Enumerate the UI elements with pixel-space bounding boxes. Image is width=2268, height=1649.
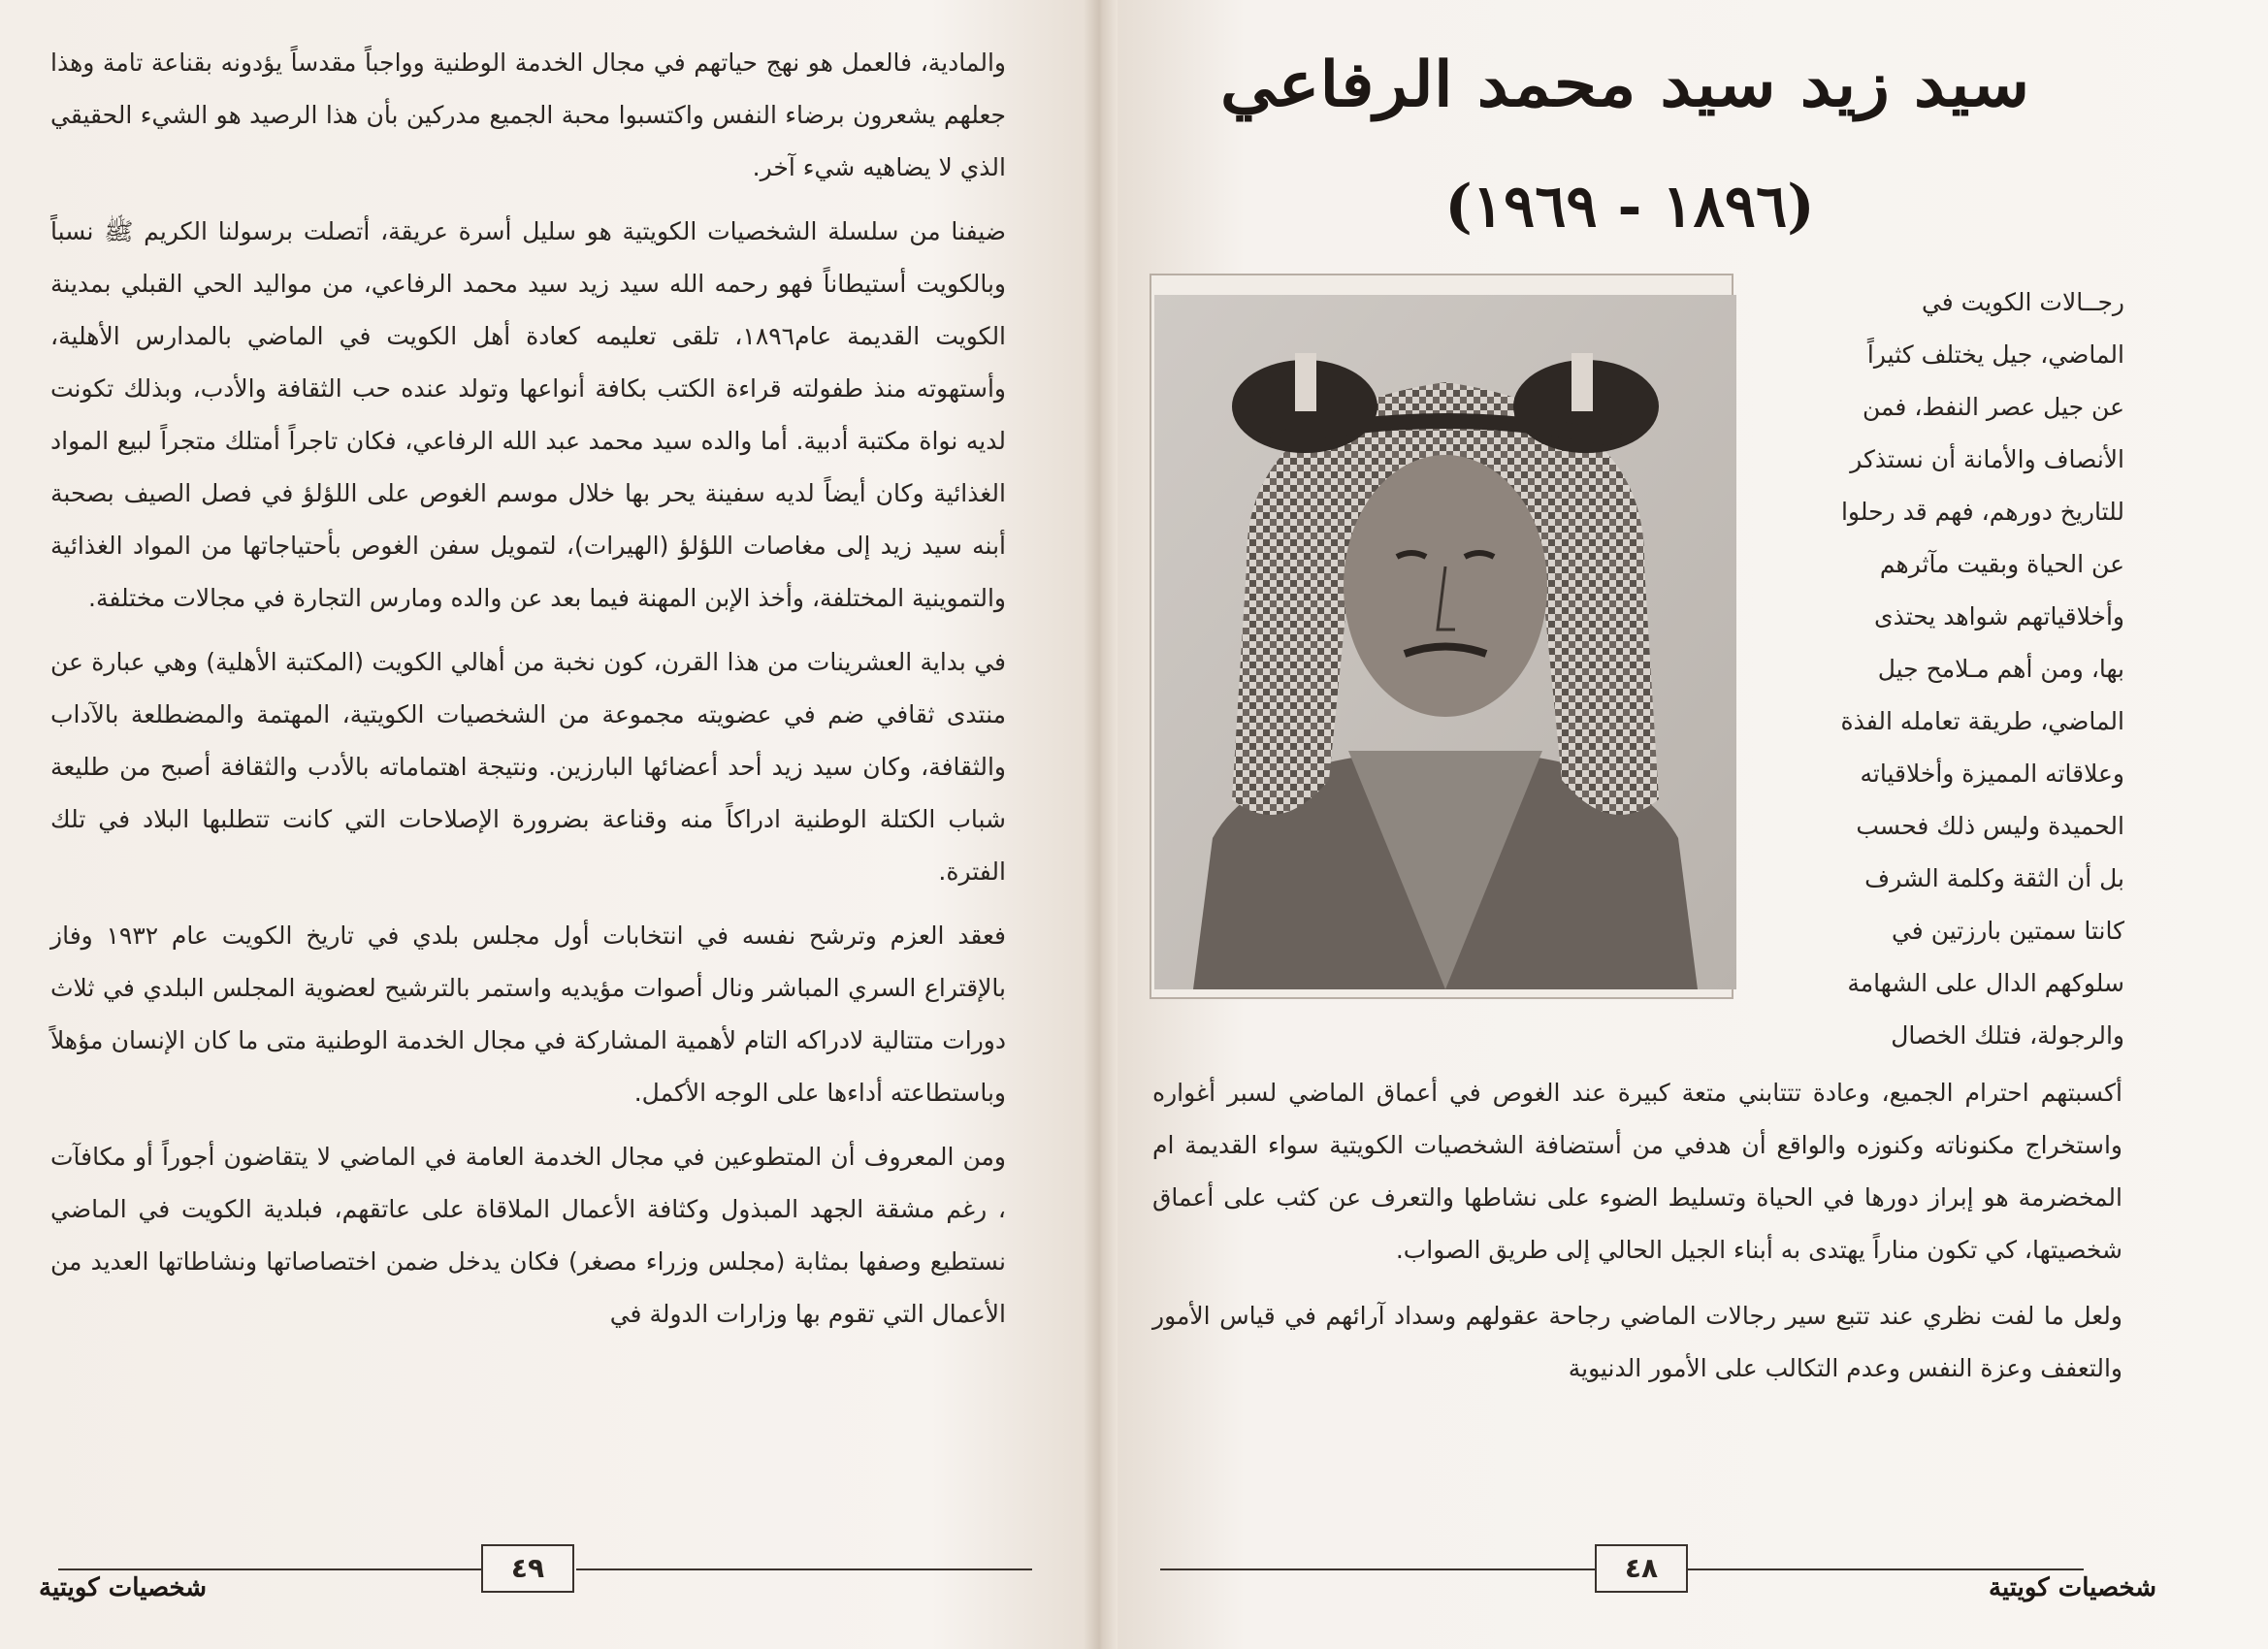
portrait-photo: [1154, 295, 1736, 989]
intro-line: الماضي، جيل يختلف كثيراً: [1866, 340, 2124, 369]
intro-line: الأنصاف والأمانة أن نستذكر: [1850, 445, 2124, 473]
footer-label-left: شخصيات كويتية: [39, 1573, 208, 1602]
intro-line: عن جيل عصر النفط، فمن: [1862, 393, 2124, 421]
footer-rule-left-inner: [576, 1568, 1032, 1570]
left-paragraph: ضيفنا من سلسلة الشخصيات الكويتية هو سليل أسرة عريقة، أتصلت برسولنا الكريم ﷺ نسباً وبالكويت أستيطاناً فهو رحمه الله سيد زيد سيد محمد الرفاعي، من مواليد الحي القبلي بمدينة الكويت القديمة عام١٨٩٦، تلقى تعليمه كعادة أهل الكويت في الماضي بالمدارس الأهلية، وأستهوته منذ طفولته قراءة الكتب بكافة أنواعها وتولد عنده حب الثقافة والأدب، وبذلك تكونت لديه نواة مكتبة أدبية. أما والده سيد محمد عبد الله الرفاعي، فكان تاجراً أمتلك متجراً لبيع المواد الغذائية وكان أيضاً لديه سفينة يحر بها خلال موسم الغوص على اللؤلؤ في فصل الصيف بصحبة أبنه سيد زيد إلى مغاصات اللؤلؤ (الهيرات)، لتمويل سفن الغوص بأحتياجاتها من المواد الغذائية والتموينية المختلفة، وأخذ الإبن المهنة فيما بعد عن والده ومارس التجارة في مجالات مختلفة.: [50, 217, 1007, 612]
intro-line: وأخلاقياتهم شواهد يحتذى: [1874, 602, 2124, 630]
right-paragraph: أكسبتهم احترام الجميع، وعادة تتتابني متعة كبيرة عند الغوص في أعماق الماضي لسبر أغواره واستخراج مكنوناته وكنوزه والواقع أن هدفي من أستضافة الشخصيات الكويتية سواء القديمة ام المخضرمة هو إبراز دورها في الحياة وتسليط الضوء على نشاطها والتعرف عن كثب على أعماق شخصيتها، كي تكون مناراً يهتدى به أبناء الجيل الحالي إلى طريق الصواب.: [1152, 1079, 2122, 1264]
intro-line: الحميدة وليس ذلك فحسب: [1856, 812, 2124, 840]
page-number-right: ٤٨: [1595, 1544, 1688, 1593]
intro-line: والرجولة، فتلك الخصال: [1891, 1021, 2124, 1050]
intro-line: بها، ومن أهم مـلامح جيل: [1877, 655, 2124, 683]
intro-line: رجــالات الكويت في: [1921, 288, 2124, 316]
page-number-left: ٤٩: [481, 1544, 574, 1593]
footer-rule-right-inner: [1160, 1568, 1595, 1570]
intro-line: عن الحياة وبقيت مآثرهم: [1879, 550, 2124, 578]
left-paragraph: ومن المعروف أن المتطوعين في مجال الخدمة العامة في الماضي لا يتقاضون أجوراً أو مكافآت ، رغم مشقة الجهد المبذول وكثافة الأعمال الملاقاة على عاتقهم، فبلدية الكويت في الماضي نستطيع وصفها بمثابة (مجلس وزراء مصغر) فكان يدخل ضمن اختصاصاتها ونشاطاتها العديد من الأعمال التي تقوم بها وزارات الدولة في: [50, 1143, 1006, 1328]
footer-label-right: شخصيات كويتية: [1989, 1573, 2157, 1602]
lifespan-years: (١٨٩٦ - ١٩٦٩): [1444, 173, 1815, 241]
left-page-body: [50, 37, 1006, 1352]
left-paragraph: فعقد العزم وترشح نفسه في انتخابات أول مجلس بلدي في تاريخ الكويت عام ١٩٣٢ وفاز بالإقتراع السري المباشر ونال أصوات مؤيديه واستمر بالترشيح لعضوية المجلس البلدي في ثلاث دورات متتالية لادراكه التام لأهمية المشاركة في مجال الخدمة الوطنية متى ما كان الإنسان مؤهلاً وباستطاعته أداءها على الوجه الأكمل.: [50, 922, 1006, 1107]
intro-wrap-text: [1756, 276, 2124, 1062]
right-page-body: [1152, 1067, 2122, 1408]
intro-line: للتاريخ دورهم، فهم قد رحلوا: [1840, 498, 2124, 526]
left-page: [0, 0, 1096, 1649]
page-title: سيد زيد سيد محمد الرفاعي: [1219, 48, 2030, 121]
intro-line: وعلاقاته المميزة وأخلاقياته: [1860, 760, 2124, 788]
right-paragraph: ولعل ما لفت نظري عند تتبع سير رجالات الماضي رجاحة عقولهم وسداد آرائهم في قياس الأمور والتعفف وعزة النفس وعدم التكالب على الأمور الدنيوية: [1152, 1302, 2122, 1382]
book-spine: [1085, 0, 1118, 1649]
intro-line: كانتا سمتين بارزتين في: [1891, 917, 2124, 945]
intro-line: سلوكهم الدال على الشهامة: [1847, 969, 2124, 997]
left-paragraph: والمادية، فالعمل هو نهج حياتهم في مجال الخدمة الوطنية وواجباً مقدساً يؤدونه بقناعة تامة وهذا جعلهم يشعرون برضاء النفس واكتسبوا محبة الجميع مدركين بأن هذا الرصيد هو الشيء الحقيقي الذي لا يضاهيه شيء آخر.: [50, 48, 1006, 181]
intro-line: بل أن الثقة وكلمة الشرف: [1864, 864, 2124, 892]
footer-rule-right: [1686, 1568, 2084, 1570]
left-paragraph: في بداية العشرينات من هذا القرن، كون نخبة من أهالي الكويت (المكتبة الأهلية) وهي عبارة عن منتدى ثقافي ضم في عضويته مجموعة من الشخصيات الكويتية، المهتمة والمضطلعة بالآداب والثقافة، وكان سيد زيد أحد أعضائها البارزين. ونتيجة اهتماماته بالأدب والثقافة أصبح من طليعة شباب الكتلة الوطنية ادراكاً منه وقناعة بضرورة الإصلاحات التي كانت تتطلبها البلاد في تلك الفترة.: [50, 648, 1006, 886]
footer-rule-left: [58, 1568, 485, 1570]
intro-line: الماضي، طريقة تعامله الفذة: [1840, 707, 2124, 735]
